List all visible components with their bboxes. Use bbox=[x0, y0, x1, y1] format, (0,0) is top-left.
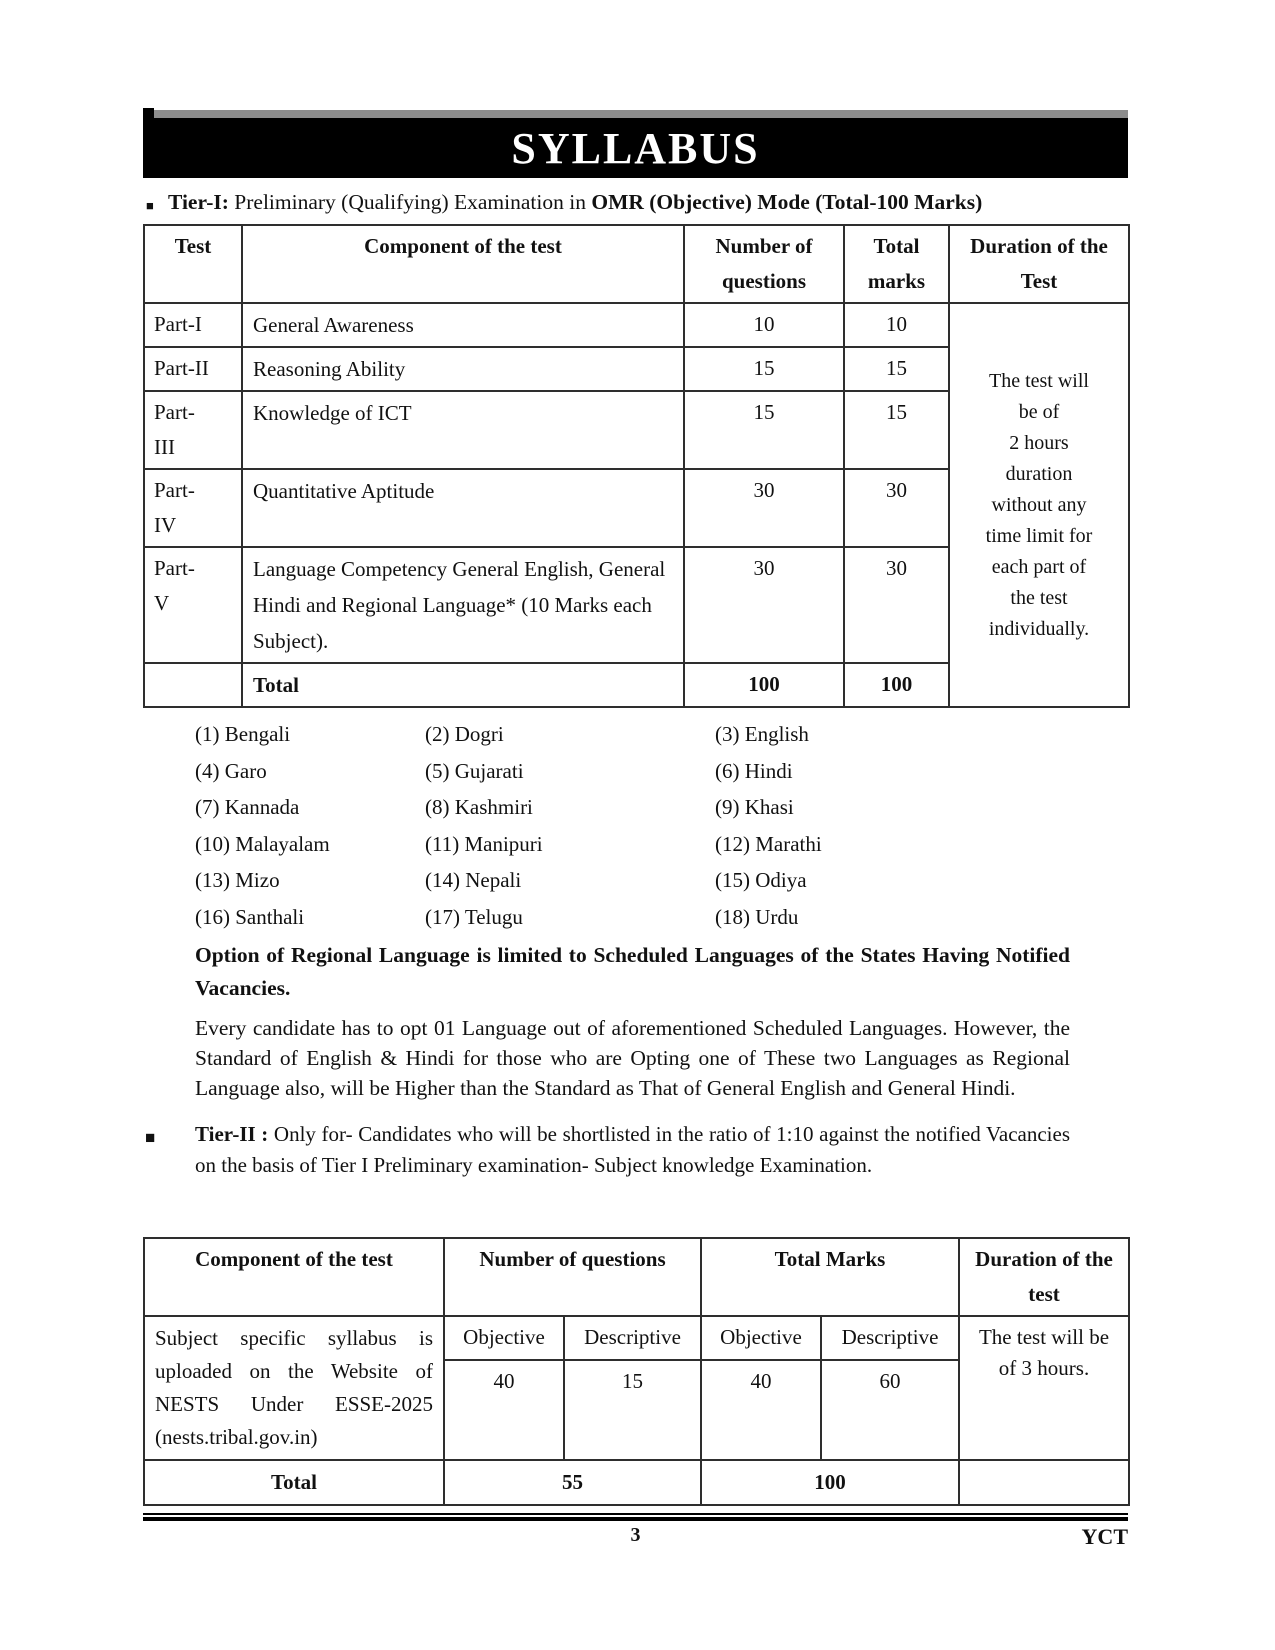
t2-header-questions: Number of questions bbox=[444, 1238, 701, 1316]
t1-header-test: Test bbox=[144, 225, 242, 303]
t1-cell-marks: 15 bbox=[844, 391, 949, 469]
language-item: (4) Garo bbox=[195, 758, 267, 783]
t2-header-row bbox=[144, 1238, 1129, 1316]
square-bullet-icon: ■ bbox=[145, 1128, 156, 1147]
t1-cell-marks: 10 bbox=[844, 303, 949, 347]
language-item: (11) Manipuri bbox=[425, 831, 543, 856]
t1-cell-duration: The test will be of 2 hours duration without any time limit for each part of the test individually. bbox=[949, 303, 1129, 707]
t2-total-questions: 55 bbox=[444, 1460, 701, 1505]
t2-subheader-row bbox=[144, 1316, 1129, 1360]
language-item: (12) Marathi bbox=[715, 831, 822, 856]
t1-total-label: Total bbox=[242, 663, 684, 707]
t2-subheader-q-objective: Objective bbox=[444, 1316, 564, 1360]
publisher-brand: YCT bbox=[1081, 1524, 1128, 1549]
tier1-table bbox=[143, 224, 1130, 708]
language-item: (2) Dogri bbox=[425, 722, 504, 746]
t1-cell-test: Part-II bbox=[144, 347, 242, 391]
regional-language-note: Option of Regional Language is limited to Scheduled Languages of the States Having Notified Vacancies. bbox=[195, 943, 1070, 1000]
tier1-label: Tier-I: bbox=[168, 190, 229, 214]
t1-cell-marks: 30 bbox=[844, 469, 949, 547]
t1-header-duration: Duration of the Test bbox=[949, 225, 1129, 303]
t1-cell-component: Language Competency General English, General Hindi and Regional Language* (10 Marks each Subject). bbox=[242, 547, 684, 663]
t2-subheader-m-descriptive: Descriptive bbox=[821, 1316, 959, 1360]
tier2-label: Tier-II : bbox=[195, 1122, 269, 1146]
t1-cell-component: General Awareness bbox=[242, 303, 684, 347]
t1-cell-component: Quantitative Aptitude bbox=[242, 469, 684, 547]
language-item: (14) Nepali bbox=[425, 868, 522, 892]
t2-header-marks: Total Marks bbox=[701, 1238, 959, 1316]
language-item: (7) Kannada bbox=[195, 795, 300, 819]
corner-square-decoration bbox=[143, 108, 154, 121]
t2-subheader-q-descriptive: Descriptive bbox=[564, 1316, 701, 1360]
language-item: (6) Hindi bbox=[715, 758, 793, 783]
language-item: (9) Khasi bbox=[715, 795, 794, 819]
t2-total-row bbox=[144, 1460, 1129, 1505]
t2-cell-m-objective: 40 bbox=[701, 1360, 821, 1460]
t1-cell-test: Part-V bbox=[144, 547, 242, 663]
t1-header-component: Component of the test bbox=[242, 225, 684, 303]
t1-cell-questions: 15 bbox=[684, 347, 844, 391]
tier2-heading bbox=[145, 1119, 1070, 1181]
t1-cell-questions: 30 bbox=[684, 547, 844, 663]
square-bullet-icon: ■ bbox=[146, 198, 154, 213]
page-number: 3 bbox=[630, 1524, 641, 1546]
footer-divider bbox=[143, 1513, 1128, 1521]
t2-header-duration: Duration of the test bbox=[959, 1238, 1129, 1316]
language-standard-paragraph: Every candidate has to opt 01 Language out of aforementioned Scheduled Languages. However, the Standard of English & Hindi for those who are Opting one of These two Languages as Regional Language also, will be Higher than the Standard as That of General English and General Hindi. bbox=[195, 1016, 1070, 1100]
t1-header-questions: Number of questions bbox=[684, 225, 844, 303]
t1-cell-marks: 30 bbox=[844, 547, 949, 663]
t2-subheader-m-objective: Objective bbox=[701, 1316, 821, 1360]
t2-cell-m-descriptive: 60 bbox=[821, 1360, 959, 1460]
t1-total-marks: 100 bbox=[844, 663, 949, 707]
language-item: (13) Mizo bbox=[195, 868, 280, 892]
tier1-heading bbox=[143, 189, 1128, 215]
t2-total-empty bbox=[959, 1460, 1129, 1505]
t2-cell-duration: The test will be of 3 hours. bbox=[959, 1316, 1129, 1460]
tier2-text: Only for- Candidates who will be shortlisted in the ratio of 1:10 against the notified Vacancies on the basis of Tier I Preliminary examination- Subject knowledge Examination. bbox=[195, 1122, 1070, 1177]
t1-cell-component: Knowledge of ICT bbox=[242, 391, 684, 469]
page-content bbox=[143, 110, 1128, 1552]
t1-header-row bbox=[144, 225, 1129, 303]
t1-header-marks: Total marks bbox=[844, 225, 949, 303]
t1-cell-test: Part-IV bbox=[144, 469, 242, 547]
language-item: (17) Telugu bbox=[425, 904, 523, 929]
tier2-table bbox=[143, 1237, 1130, 1506]
t1-cell-questions: 10 bbox=[684, 303, 844, 347]
t2-cell-q-descriptive: 15 bbox=[564, 1360, 701, 1460]
t1-cell-test: Part-I bbox=[144, 303, 242, 347]
page-footer bbox=[143, 1524, 1128, 1552]
language-item: (1) Bengali bbox=[195, 722, 291, 746]
t1-cell-questions: 15 bbox=[684, 391, 844, 469]
tier1-text-bold: OMR (Objective) Mode (Total-100 Marks) bbox=[591, 190, 983, 214]
tier1-text: Preliminary (Qualifying) Examination in bbox=[228, 190, 592, 214]
syllabus-banner bbox=[143, 118, 1128, 178]
banner-top-edge bbox=[143, 110, 1128, 118]
language-item: (10) Malayalam bbox=[195, 831, 330, 856]
t1-cell-component: Reasoning Ability bbox=[242, 347, 684, 391]
t2-header-component: Component of the test bbox=[144, 1238, 444, 1316]
language-item: (15) Odiya bbox=[715, 868, 807, 892]
page-title: SYLLABUS bbox=[511, 123, 760, 173]
t1-cell-questions: 30 bbox=[684, 469, 844, 547]
language-item: (5) Gujarati bbox=[425, 758, 524, 783]
divider-thick-line bbox=[143, 1517, 1128, 1521]
t1-row-part1 bbox=[144, 303, 1129, 347]
t1-cell-test: Part-III bbox=[144, 391, 242, 469]
t2-cell-q-objective: 40 bbox=[444, 1360, 564, 1460]
language-item: (3) English bbox=[715, 722, 809, 746]
language-item: (18) Urdu bbox=[715, 904, 799, 929]
t1-cell-marks: 15 bbox=[844, 347, 949, 391]
t1-total-empty bbox=[144, 663, 242, 707]
t1-total-questions: 100 bbox=[684, 663, 844, 707]
language-item: (8) Kashmiri bbox=[425, 795, 533, 819]
t2-total-marks: 100 bbox=[701, 1460, 959, 1505]
language-item: (16) Santhali bbox=[195, 904, 305, 929]
t2-cell-component: Subject specific syllabus is uploaded on the Website of NESTS Under ESSE-2025 (nests.tribal.gov.in) bbox=[144, 1316, 444, 1460]
t2-total-label: Total bbox=[144, 1460, 444, 1505]
regional-language-list bbox=[195, 716, 1070, 935]
